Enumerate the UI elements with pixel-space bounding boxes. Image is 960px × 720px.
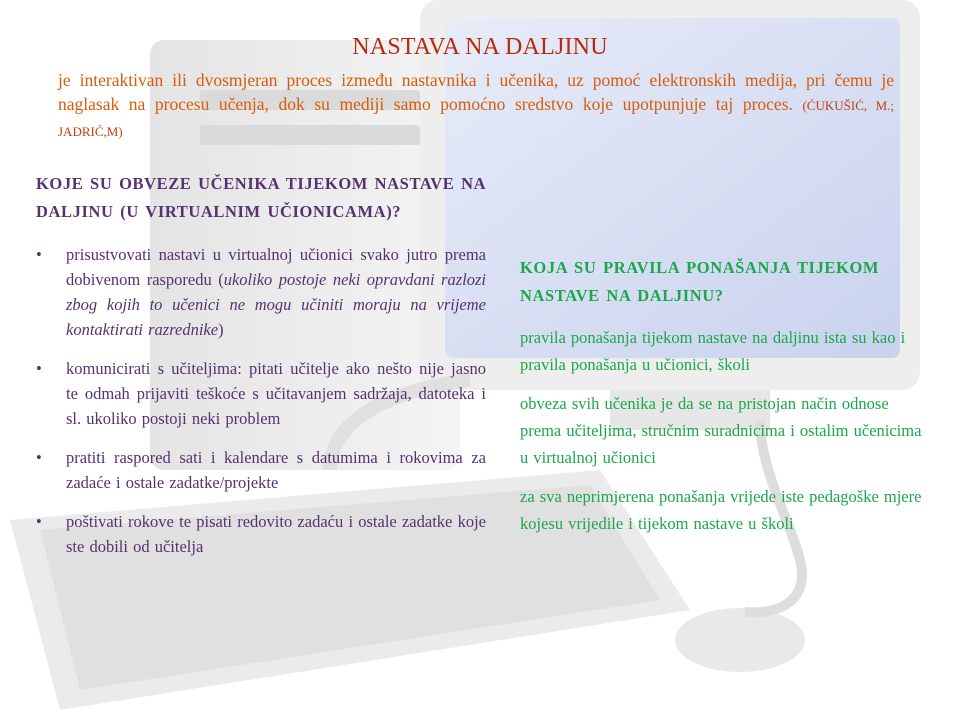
definition-text: je interaktivan ili dvosmjeran proces između nastavnika i učenika, uz pomoć elektronskih medija, pri čemu je naglasak na procesu učenja, dok su mediji samo pomoćno sredstvo koje upotpunjuje taj proces. — [58, 70, 894, 114]
rules-paragraph: pravila ponašanja tijekom nastave na daljinu ista su kao i pravila ponašanja u učionici, školi — [520, 328, 906, 374]
obligations-section — [36, 170, 486, 573]
list-item-italic-note: ukoliko postoje neki opravdani razlozi zbog kojih to učenici ne mogu učiniti moraju na vrijeme kontaktirati razrednike — [66, 270, 486, 339]
rules-section — [520, 254, 922, 549]
bullet-icon: • — [36, 448, 42, 467]
definition-citation: (ĆUKUŠIĆ, M.; JADRIĆ,M) — [58, 98, 894, 139]
rules-paragraph: obveza svih učenika je da se na pristojan način odnose prema učiteljima, stručnim suradnicima i ostalim učenicima u virtualnoj učionici — [520, 394, 922, 467]
list-item-text: poštivati rokove te pisati redovito zadaću i ostale zadatke koje ste dobili od učitelja — [66, 512, 486, 556]
bullet-icon: • — [36, 245, 42, 264]
definition-paragraph — [58, 68, 894, 144]
list-item-text: prisustvovati nastavi u virtualnoj učionici svako jutro prema dobivenom rasporedu ( — [66, 245, 486, 289]
bullet-icon: • — [36, 512, 42, 531]
rules-heading: KOJA SU PRAVILA PONAŠANJA TIJEKOM NASTAVE NA DALJINU? — [520, 258, 880, 305]
bullet-icon: • — [36, 359, 42, 378]
list-item-text-end: ) — [218, 320, 224, 339]
list-item — [36, 445, 486, 495]
list-item-text: komunicirati s učiteljima: pitati učitelje ako nešto nije jasno te odmah prijaviti teškoće s učitavanjem sadržaja, datoteka i sl. ukoliko postoji neki problem — [66, 359, 486, 428]
rules-paragraph: za sva neprimjerena ponašanja vrijede iste pedagoške mjere kojesu vrijedile i tijekom nastave u školi — [520, 487, 922, 533]
list-item — [36, 242, 486, 342]
list-item — [36, 509, 486, 559]
obligations-list — [36, 242, 486, 559]
list-item-text: pratiti raspored sati i kalendare s datumima i rokovima za zadaće i ostale zadatke/projekte — [66, 448, 486, 492]
obligations-heading: KOJE SU OBVEZE UČENIKA TIJEKOM NASTAVE NA DALJINU (U VIRTUALNIM UČIONICAMA)? — [36, 174, 486, 221]
page-title: NASTAVA NA DALJINU — [352, 34, 608, 60]
list-item — [36, 356, 486, 431]
